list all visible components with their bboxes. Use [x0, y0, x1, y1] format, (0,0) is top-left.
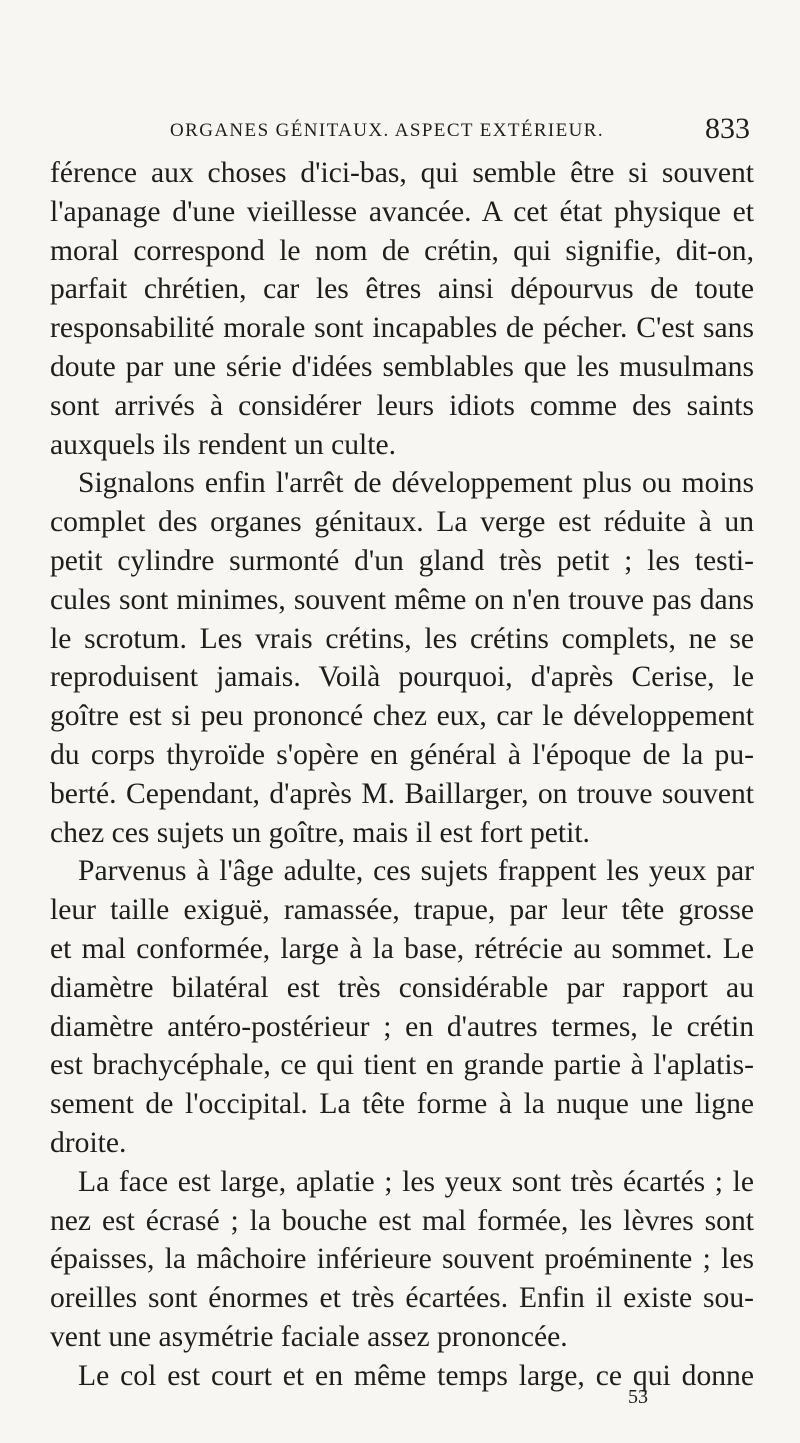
text-line: parfait chrétien, car les êtres ainsi dépourvus de toute — [50, 273, 754, 306]
text-line: diamètre antéro-postérieur ; en d'autres termes, le crétin — [50, 1010, 754, 1043]
text-line: vent une asymétrie faciale assez prononcée. — [50, 1320, 568, 1353]
text-line: complet des organes génitaux. La verge est réduite à un — [50, 506, 754, 539]
text-line: l'apanage d'une vieillesse avancée. A cet état physique et — [50, 195, 754, 228]
text-line: sement de l'occipital. La tête forme à la nuque une ligne — [50, 1088, 754, 1121]
page-number: 833 — [705, 112, 750, 145]
text-line: Le col est court et en même temps large, ce qui donne — [78, 1359, 754, 1392]
text-line: oreilles sont énormes et très écartées. Enfin il existe sou- — [50, 1282, 754, 1315]
text-line: épaisses, la mâchoire inférieure souvent proéminente ; les — [50, 1243, 754, 1276]
text-line: chez ces sujets un goître, mais il est fort petit. — [50, 816, 590, 849]
text-line: diamètre bilatéral est très considérable par rapport au — [50, 971, 754, 1004]
running-title: ORGANES GÉNITAUX. ASPECT EXTÉRIEUR. — [170, 120, 604, 141]
text-line: responsabilité morale sont incapables de pécher. C'est sans — [50, 312, 754, 345]
text-line: du corps thyroïde s'opère en général à l'époque de la pu- — [50, 738, 754, 771]
text-line: nez est écrasé ; la bouche est mal formée, les lèvres sont — [50, 1204, 754, 1237]
text-line: Signalons enfin l'arrêt de développement plus ou moins — [78, 467, 754, 500]
text-line: Parvenus à l'âge adulte, ces sujets frappent les yeux par — [78, 855, 754, 888]
text-line: leur taille exiguë, ramassée, trapue, par leur tête grosse — [50, 894, 754, 927]
page-header — [50, 112, 756, 152]
text-line: férence aux choses d'ici-bas, qui semble être si souvent — [50, 157, 754, 189]
text-line: La face est large, aplatie ; les yeux sont très écartés ; le — [78, 1165, 754, 1198]
text-line: reproduisent jamais. Voilà pourquoi, d'après Cerise, le — [50, 661, 754, 694]
text-line: doute par une série d'idées semblables que les musulmans — [50, 350, 754, 383]
text-line: berté. Cependant, d'après M. Baillarger, on trouve souvent — [50, 777, 754, 810]
signature-mark: 53 — [628, 1386, 648, 1408]
text-line: sont arrivés à considérer leurs idiots comme des saints — [50, 389, 754, 422]
text-line: cules sont minimes, souvent même on n'en trouve pas dans — [50, 583, 754, 616]
text-line: goître est si peu prononcé chez eux, car le développement — [50, 700, 754, 733]
body-text — [50, 154, 754, 1396]
text-line: moral correspond le nom de crétin, qui signifie, dit-on, — [50, 234, 754, 267]
text-line: petit cylindre surmonté d'un gland très petit ; les testi- — [50, 544, 754, 577]
text-line: le scrotum. Les vrais crétins, les crétins complets, ne se — [50, 622, 754, 655]
text-line: auxquels ils rendent un culte. — [50, 428, 396, 461]
text-line: et mal conformée, large à la base, rétrécie au sommet. Le — [50, 932, 754, 965]
text-line: droite. — [50, 1126, 127, 1159]
text-line: est brachycéphale, ce qui tient en grande partie à l'aplatis- — [50, 1049, 754, 1082]
